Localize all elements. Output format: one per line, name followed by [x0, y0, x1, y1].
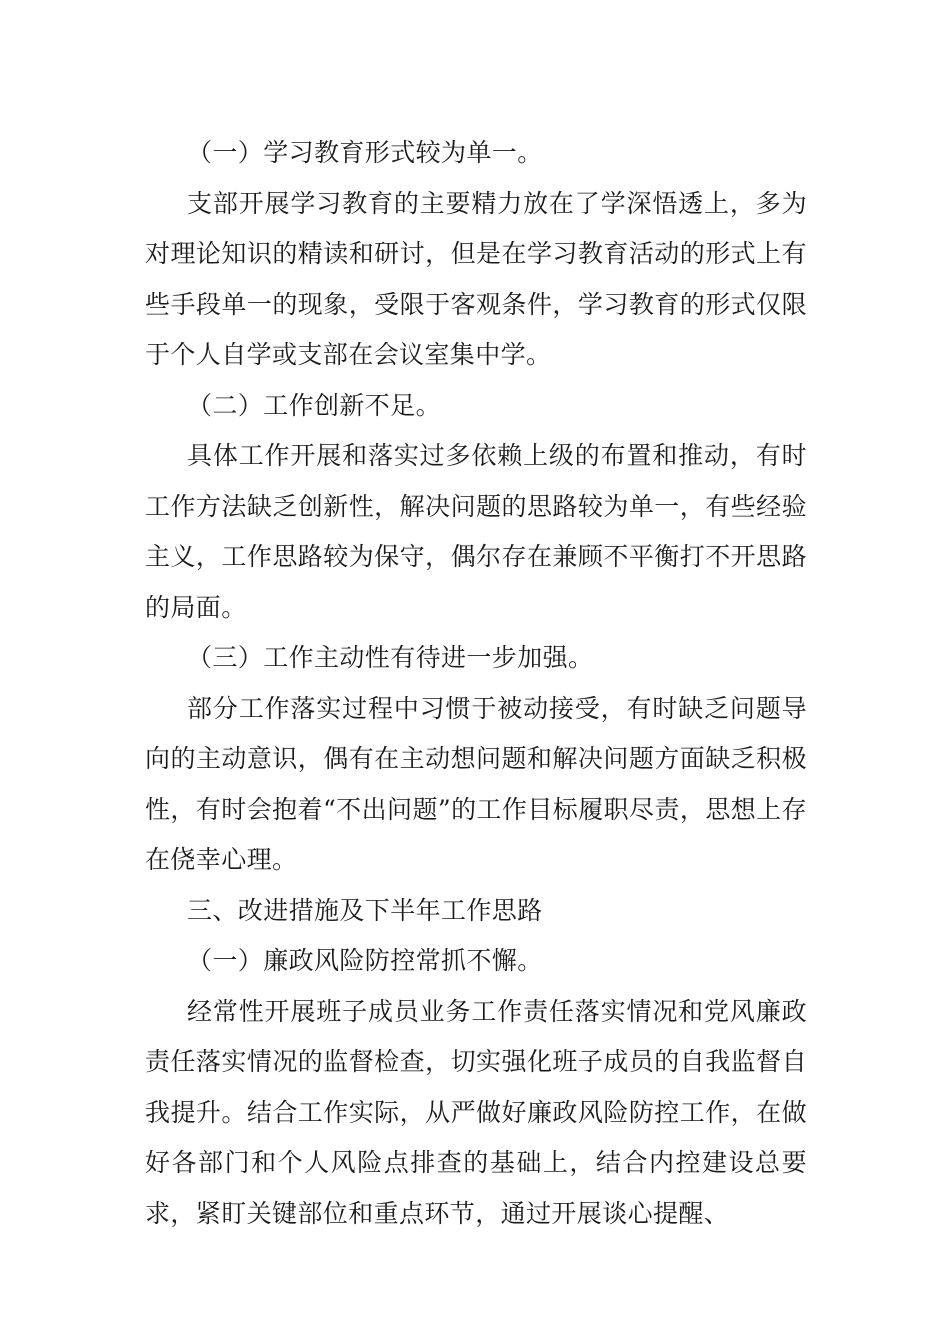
document-body	[145, 128, 807, 1239]
paragraph-innovation: 具体工作开展和落实过多依赖上级的布置和推动，有时工作方法缺乏创新性，解决问题的思路较为单一，有些经验主义，工作思路较为保守，偶尔存在兼顾不平衡打不开思路的局面。	[145, 441, 807, 622]
section-heading-innovation: （二）工作创新不足。	[187, 390, 442, 420]
chapter-heading-improvement: 三、改进措施及下半年工作思路	[187, 895, 543, 925]
section-heading-risk-control: （一）廉政风险防控常抓不懈。	[187, 946, 543, 975]
paragraph-initiative: 部分工作落实过程中习惯于被动接受，有时缺乏问题导向的主动意识，偶有在主动想问题和解决问题方面缺乏积极性，有时会抱着“不出问题”的工作目标履职尽责，思想上存在侥幸心理。	[145, 693, 807, 874]
section-heading-study-form: （一）学习教育形式较为单一。	[187, 138, 543, 167]
paragraph-study-form: 支部开展学习教育的主要精力放在了学深悟透上，多为对理论知识的精读和研讨，但是在学习教育活动的形式上有些手段单一的现象，受限于客观条件，学习教育的形式仅限于个人自学或支部在会议室集中学。	[145, 188, 807, 369]
section-heading-initiative: （三）工作主动性有待进一步加强。	[187, 643, 594, 672]
paragraph-risk-control: 经常性开展班子成员业务工作责任落实情况和党风廉政责任落实情况的监督检查，切实强化班子成员的自我监督自我提升。结合工作实际，从严做好廉政风险防控工作，在做好各部门和个人风险点排查的基础上，结合内控建设总要求，紧盯关键部位和重点环节，通过开展谈心提醒、	[145, 996, 807, 1228]
